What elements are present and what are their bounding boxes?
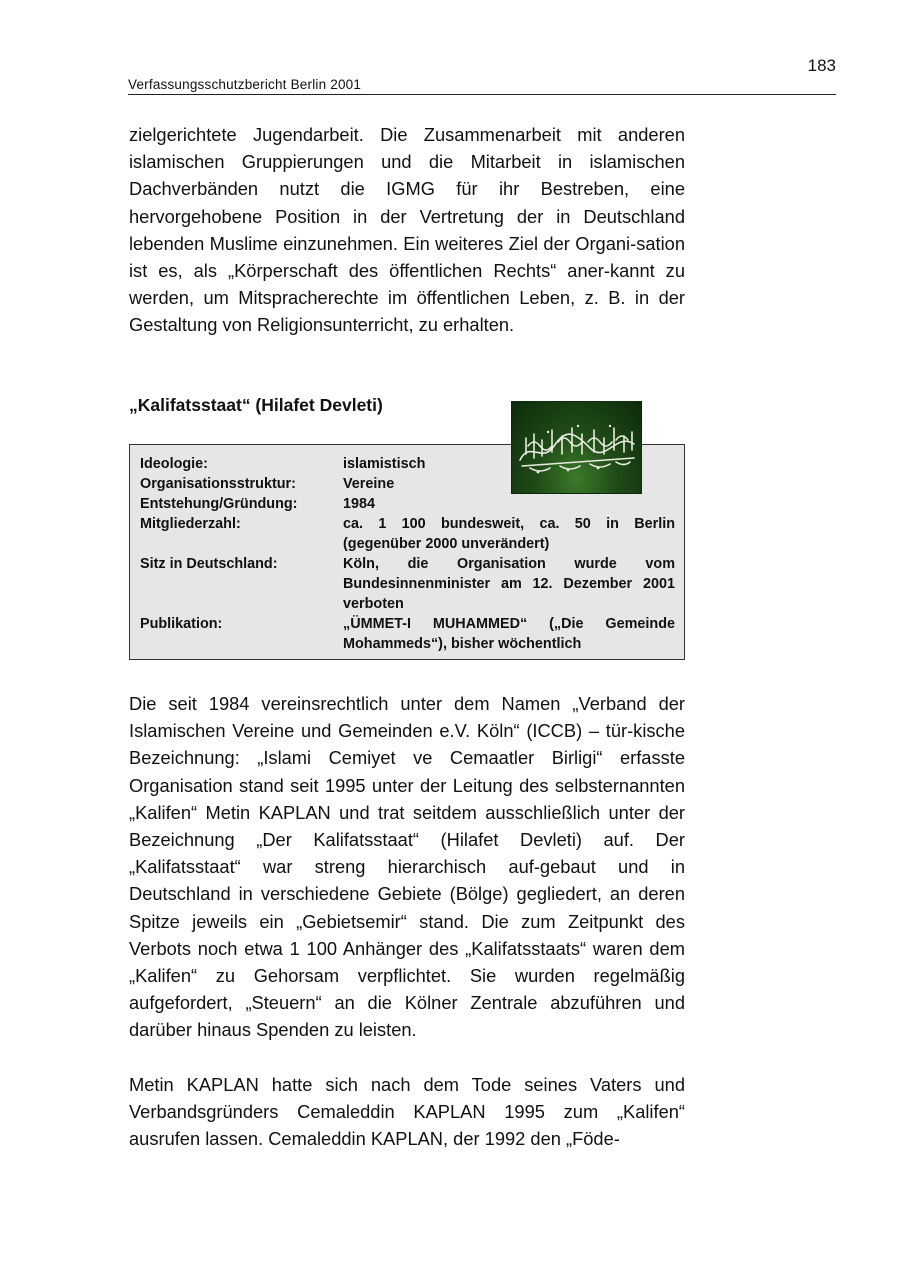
info-value: „ÜMMET-I MUHAMMED“ („Die Gemeinde Mohammeds“), bisher wöchentlich	[343, 616, 675, 652]
info-value: Vereine	[343, 476, 395, 492]
info-label: Entstehung/Gründung:	[140, 496, 298, 512]
running-header: Verfassungsschutzbericht Berlin 2001	[128, 77, 836, 95]
black-flag-with-shahada-calligraphy-icon	[511, 401, 642, 494]
info-row	[140, 494, 675, 514]
page-number: 183	[807, 56, 836, 75]
info-label: Publikation:	[140, 616, 223, 632]
body-paragraph: zielgerichtete Jugendarbeit. Die Zusammenarbeit mit anderen islamischen Gruppierungen und die Mitarbeit in islamischen Dachverbänden nutzt die IGMG für ihr Bestreben, eine hervorgehobene Position in der Vertretung der in Deutschland lebenden Muslime einzunehmen. Ein weiteres Ziel der Organi-sation ist es, als „Körperschaft des öffentlichen Rechts“ aner-kannt zu werden, um Mitspracherechte im öffentlichen Leben, z. B. in der Gestaltung von Religionsunterricht, zu erhalten.	[129, 124, 685, 336]
info-row	[140, 614, 675, 654]
body-paragraph: Die seit 1984 vereinsrechtlich unter dem Namen „Verband der Islamischen Vereine und Gemeinden e.V. Köln“ (ICCB) – tür-kische Bezeichnung: „Islami Cemiyet ve Cemaatler Birligi“ erfasste Organisation stand seit 1995 unter der Leitung des selbsternannten „Kalifen“ Metin KAPLAN und trat seitdem ausschließlich unter der Bezeichnung „Der Kalifatsstaat“ (Hilafet Devleti) auf. Der „Kalifatsstaat“ war streng hierarchisch auf-gebaut und in Deutschland in verschiedene Gebiete (Bölge) gegliedert, an deren Spitze jeweils ein „Gebietsemir“ stand. Die zum Zeitpunkt des Verbots noch etwa 1 100 Anhänger des „Kalifatsstaats“ waren dem „Kalifen“ zu Gehorsam verpflichtet. Sie wurden regelmäßig aufgefordert, „Steuern“ an die Kölner Zentrale abzuführen und darüber hinaus Spenden zu leisten.	[129, 693, 685, 1041]
info-label: Organisationsstruktur:	[140, 476, 296, 492]
info-label: Sitz in Deutschland:	[140, 556, 278, 572]
section-heading: „Kalifatsstaat“ (Hilafet Devleti)	[129, 395, 383, 415]
info-label: Ideologie:	[140, 456, 208, 472]
info-value: islamistisch	[343, 456, 426, 472]
info-row	[140, 554, 675, 614]
info-row	[140, 514, 675, 554]
info-value: 1984	[343, 496, 376, 512]
body-paragraph: Metin KAPLAN hatte sich nach dem Tode seines Vaters und Verbandsgründers Cemaleddin KAPLAN 1995 zum „Kalifen“ ausrufen lassen. Cemaleddin KAPLAN, der 1992 den „Föde-	[129, 1074, 685, 1150]
info-value: Köln, die Organisation wurde vom Bundesinnenminister am 12. Dezember 2001 verboten	[343, 556, 675, 612]
info-value: ca. 1 100 bundesweit, ca. 50 in Berlin (gegenüber 2000 unverändert)	[343, 516, 675, 552]
info-label: Mitgliederzahl:	[140, 516, 241, 532]
